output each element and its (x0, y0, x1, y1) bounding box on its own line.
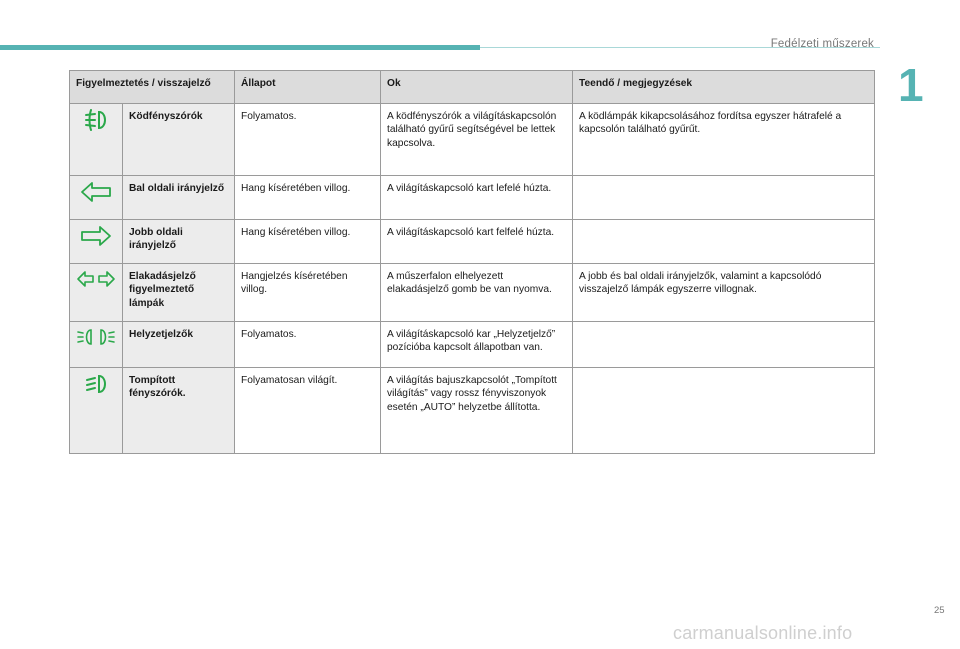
left-turn-signal-icon (79, 180, 113, 204)
header-indicator: Figyelmeztetés / visszajelző (70, 71, 235, 104)
right-turn-signal-icon (79, 224, 113, 248)
icon-cell (70, 176, 123, 220)
page-number: 25 (934, 605, 945, 616)
lamp-action (573, 176, 875, 220)
lamp-state: Hang kíséretében villog. (235, 220, 381, 264)
dipped-beam-icon (82, 372, 110, 396)
lamp-state: Hangjelzés kíséretében villog. (235, 264, 381, 322)
warning-lamps-table (69, 70, 875, 454)
lamp-cause: A műszerfalon elhelyezett elakadásjelző gomb be van nyomva. (381, 264, 573, 322)
lamp-action (573, 220, 875, 264)
table-row (70, 176, 875, 220)
chapter-number: 1 (898, 59, 924, 111)
lamp-name: Ködfényszórók (123, 104, 235, 176)
icon-cell (70, 264, 123, 322)
table-header-row (70, 71, 875, 104)
header-accent-bar (0, 45, 480, 50)
lamp-cause: A világításkapcsoló kar „Helyzetjelző” pozícióba kapcsolt állapotban van. (381, 322, 573, 368)
lamp-name: Bal oldali irányjelző (123, 176, 235, 220)
lamp-state: Hang kíséretében villog. (235, 176, 381, 220)
lamp-action (573, 322, 875, 368)
table-row (70, 220, 875, 264)
table-row (70, 104, 875, 176)
icon-cell (70, 368, 123, 454)
lamp-cause: A világítás bajuszkapcsolót „Tompított világítás” vagy rossz fényviszonyok esetén „AUTO” helyzetbe állította. (381, 368, 573, 454)
lamp-name: Tompított fényszórók. (123, 368, 235, 454)
table-row (70, 368, 875, 454)
header-cause: Ok (381, 71, 573, 104)
icon-cell (70, 322, 123, 368)
lamp-cause: A világításkapcsoló kart felfelé húzta. (381, 220, 573, 264)
lamp-state: Folyamatos. (235, 322, 381, 368)
lamp-action (573, 368, 875, 454)
lamp-action: A jobb és bal oldali irányjelzők, valamint a kapcsolódó visszajelző lámpák egyszerre villognak. (573, 264, 875, 322)
chapter-title: Fedélzeti műszerek (770, 38, 874, 50)
lamp-action: A ködlámpák kikapcsolásához fordítsa egyszer hátrafelé a kapcsolón található gyűrűt. (573, 104, 875, 176)
lamp-name: Helyzetjelzők (123, 322, 235, 368)
lamp-cause: A világításkapcsoló kart lefelé húzta. (381, 176, 573, 220)
lamp-name: Jobb oldali irányjelző (123, 220, 235, 264)
table-row (70, 322, 875, 368)
icon-cell (70, 220, 123, 264)
header-action: Teendő / megjegyzések (573, 71, 875, 104)
lamp-name: Elakadásjelző figyelmeztető lámpák (123, 264, 235, 322)
lamp-state: Folyamatos. (235, 104, 381, 176)
lamp-cause: A ködfényszórók a világításkapcsolón található gyűrű segítségével be lettek kapcsolva. (381, 104, 573, 176)
table-row (70, 264, 875, 322)
header-state: Állapot (235, 71, 381, 104)
icon-cell (70, 104, 123, 176)
front-fog-lamp-icon (82, 108, 110, 132)
watermark: carmanualsonline.info (673, 623, 853, 643)
position-lamps-icon (76, 326, 116, 348)
lamp-state: Folyamatosan világít. (235, 368, 381, 454)
hazard-warning-icon (76, 268, 116, 290)
